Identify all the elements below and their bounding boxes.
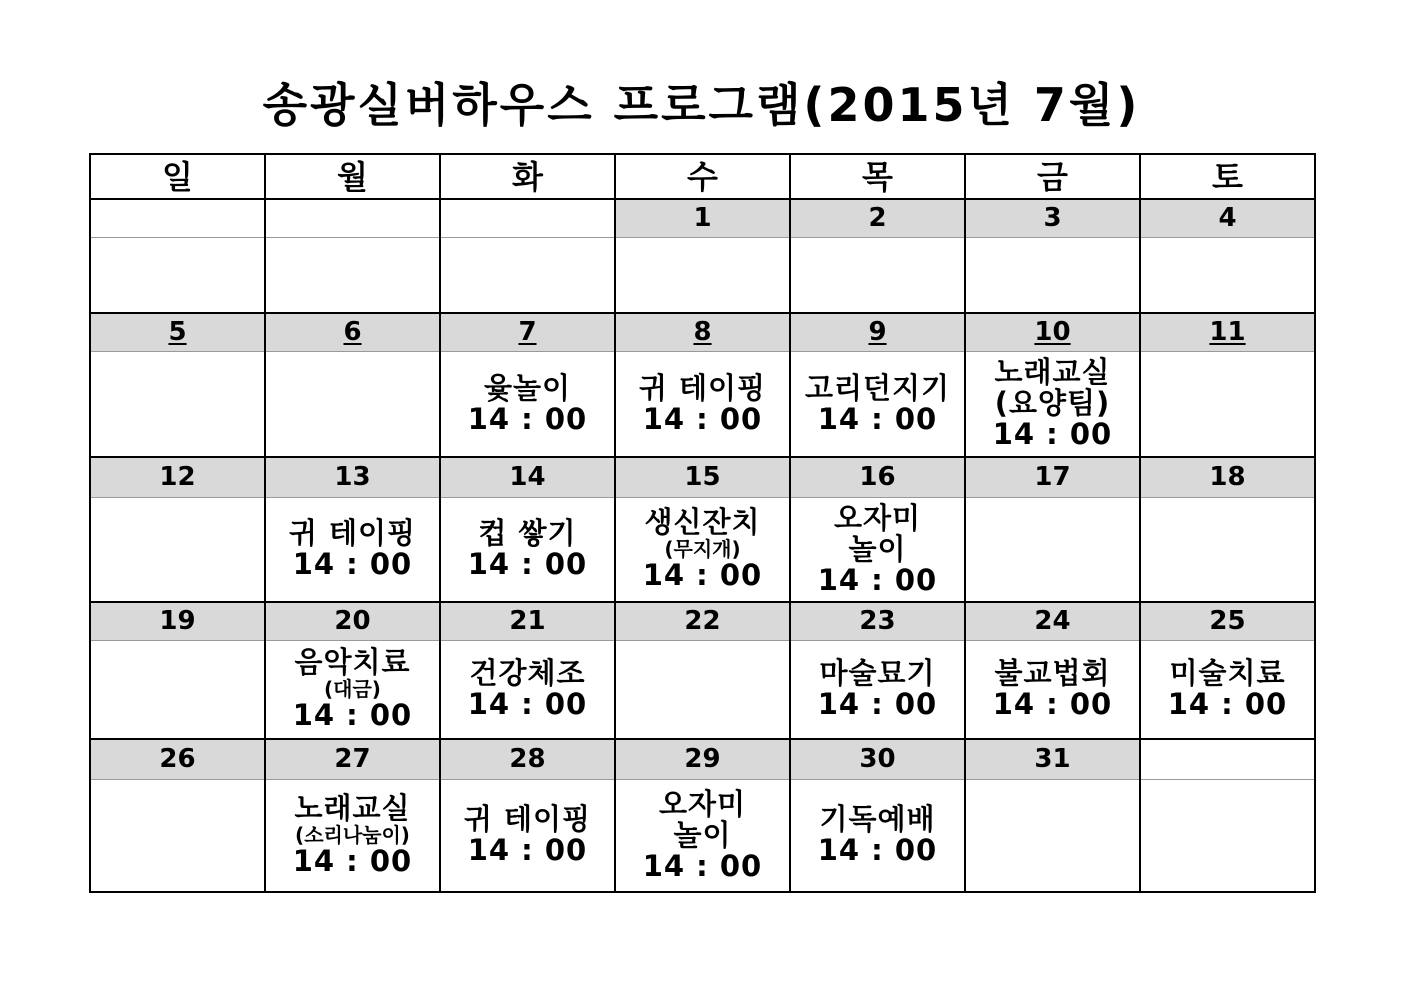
date-cell: 3 <box>965 199 1140 237</box>
day-cell <box>440 497 615 602</box>
day-cell <box>1140 779 1315 892</box>
day-cell <box>965 237 1140 313</box>
event-name: 생신잔치 <box>644 505 761 540</box>
date-cell: 29 <box>615 739 790 779</box>
event-time: 14 : 00 <box>467 401 588 436</box>
event-row <box>90 779 1315 892</box>
event-name: 노래교실 <box>294 791 411 826</box>
date-cell: 2 <box>790 199 965 237</box>
day-cell <box>615 351 790 457</box>
date-cell: 4 <box>1140 199 1315 237</box>
day-cell <box>790 640 965 739</box>
date-cell <box>265 199 440 237</box>
date-cell: 17 <box>965 457 1140 497</box>
date-cell: 30 <box>790 739 965 779</box>
day-cell <box>965 497 1140 602</box>
calendar-table <box>89 153 1316 893</box>
date-cell: 19 <box>90 602 265 640</box>
event-row <box>90 640 1315 739</box>
date-cell: 10 <box>965 313 1140 351</box>
event-name: 고리던지기 <box>804 370 951 405</box>
weekday-wed: 수 <box>615 154 790 199</box>
day-cell <box>90 779 265 892</box>
event-name-cont: 놀이 <box>848 531 907 566</box>
date-cell: 1 <box>615 199 790 237</box>
weekday-thu: 목 <box>790 154 965 199</box>
event-name: 오자미 <box>833 500 922 535</box>
event-name: 귀 테이핑 <box>288 516 417 551</box>
page-title: 송광실버하우스 프로그램(2015년 7월) <box>262 78 1141 132</box>
event-time: 14 : 00 <box>292 844 413 879</box>
day-cell <box>1140 351 1315 457</box>
day-cell <box>265 640 440 739</box>
event-name: 윷놀이 <box>483 370 572 405</box>
event-time: 14 : 00 <box>642 558 763 593</box>
date-row <box>90 739 1315 779</box>
date-cell: 22 <box>615 602 790 640</box>
event-name: 건강체조 <box>469 656 586 691</box>
event-name: 노래교실 <box>994 355 1111 390</box>
day-cell <box>790 351 965 457</box>
event-time: 14 : 00 <box>467 833 588 868</box>
event-row <box>90 497 1315 602</box>
event-time: 14 : 00 <box>817 401 938 436</box>
event-time: 14 : 00 <box>992 417 1113 452</box>
weekday-fri: 금 <box>965 154 1140 199</box>
event-note: (무지개) <box>664 537 741 562</box>
date-cell: 28 <box>440 739 615 779</box>
day-cell <box>90 497 265 602</box>
event-time: 14 : 00 <box>292 547 413 582</box>
event-name: 기독예배 <box>819 802 936 837</box>
event-time: 14 : 00 <box>817 687 938 722</box>
event-time: 14 : 00 <box>467 547 588 582</box>
day-cell <box>1140 640 1315 739</box>
event-note: (요양팀) <box>994 386 1111 421</box>
date-row <box>90 457 1315 497</box>
event-time: 14 : 00 <box>817 562 938 597</box>
event-row <box>90 237 1315 313</box>
event-name: 오자미 <box>658 786 747 821</box>
day-cell <box>615 497 790 602</box>
date-cell: 24 <box>965 602 1140 640</box>
date-cell: 7 <box>440 313 615 351</box>
date-cell: 6 <box>265 313 440 351</box>
event-row <box>90 351 1315 457</box>
date-cell: 20 <box>265 602 440 640</box>
event-name: 귀 테이핑 <box>463 802 592 837</box>
weekday-tue: 화 <box>440 154 615 199</box>
day-cell <box>790 497 965 602</box>
event-time: 14 : 00 <box>467 687 588 722</box>
day-cell <box>615 779 790 892</box>
date-cell <box>90 199 265 237</box>
event-note: (소리나눔이) <box>295 823 410 848</box>
date-cell: 14 <box>440 457 615 497</box>
date-row <box>90 199 1315 237</box>
event-time: 14 : 00 <box>817 833 938 868</box>
date-cell: 18 <box>1140 457 1315 497</box>
day-cell <box>965 779 1140 892</box>
day-cell <box>265 779 440 892</box>
event-name-cont: 놀이 <box>673 817 732 852</box>
day-cell <box>965 640 1140 739</box>
day-cell <box>265 351 440 457</box>
date-cell: 13 <box>265 457 440 497</box>
date-cell: 5 <box>90 313 265 351</box>
date-row <box>90 602 1315 640</box>
day-cell <box>440 779 615 892</box>
date-cell: 27 <box>265 739 440 779</box>
day-cell <box>615 640 790 739</box>
day-cell <box>1140 497 1315 602</box>
weekday-sat: 토 <box>1140 154 1315 199</box>
event-name: 불교법회 <box>994 656 1111 691</box>
day-cell <box>90 237 265 313</box>
day-cell <box>1140 237 1315 313</box>
day-cell <box>90 351 265 457</box>
date-cell: 12 <box>90 457 265 497</box>
event-time: 14 : 00 <box>292 698 413 733</box>
date-cell: 11 <box>1140 313 1315 351</box>
day-cell <box>265 237 440 313</box>
event-time: 14 : 00 <box>1167 687 1288 722</box>
day-cell <box>440 237 615 313</box>
date-cell <box>1140 739 1315 779</box>
event-note: (대금) <box>324 677 381 702</box>
event-time: 14 : 00 <box>642 848 763 883</box>
date-cell: 26 <box>90 739 265 779</box>
date-cell: 8 <box>615 313 790 351</box>
event-name: 음악치료 <box>294 645 411 680</box>
event-name: 컵 쌓기 <box>478 516 577 551</box>
date-cell: 15 <box>615 457 790 497</box>
weekday-sun: 일 <box>90 154 265 199</box>
event-name: 귀 테이핑 <box>638 370 767 405</box>
date-cell: 23 <box>790 602 965 640</box>
day-cell <box>265 497 440 602</box>
day-cell <box>965 351 1140 457</box>
event-time: 14 : 00 <box>992 687 1113 722</box>
event-name: 미술치료 <box>1169 656 1286 691</box>
day-cell <box>90 640 265 739</box>
event-time: 14 : 00 <box>642 401 763 436</box>
date-cell: 25 <box>1140 602 1315 640</box>
day-cell <box>440 351 615 457</box>
weekday-header-row <box>90 154 1315 199</box>
date-cell <box>440 199 615 237</box>
date-row <box>90 313 1315 351</box>
day-cell <box>790 237 965 313</box>
day-cell <box>440 640 615 739</box>
date-cell: 31 <box>965 739 1140 779</box>
day-cell <box>790 779 965 892</box>
date-cell: 16 <box>790 457 965 497</box>
weekday-mon: 월 <box>265 154 440 199</box>
date-cell: 9 <box>790 313 965 351</box>
date-cell: 21 <box>440 602 615 640</box>
event-name: 마술묘기 <box>819 656 936 691</box>
day-cell <box>615 237 790 313</box>
